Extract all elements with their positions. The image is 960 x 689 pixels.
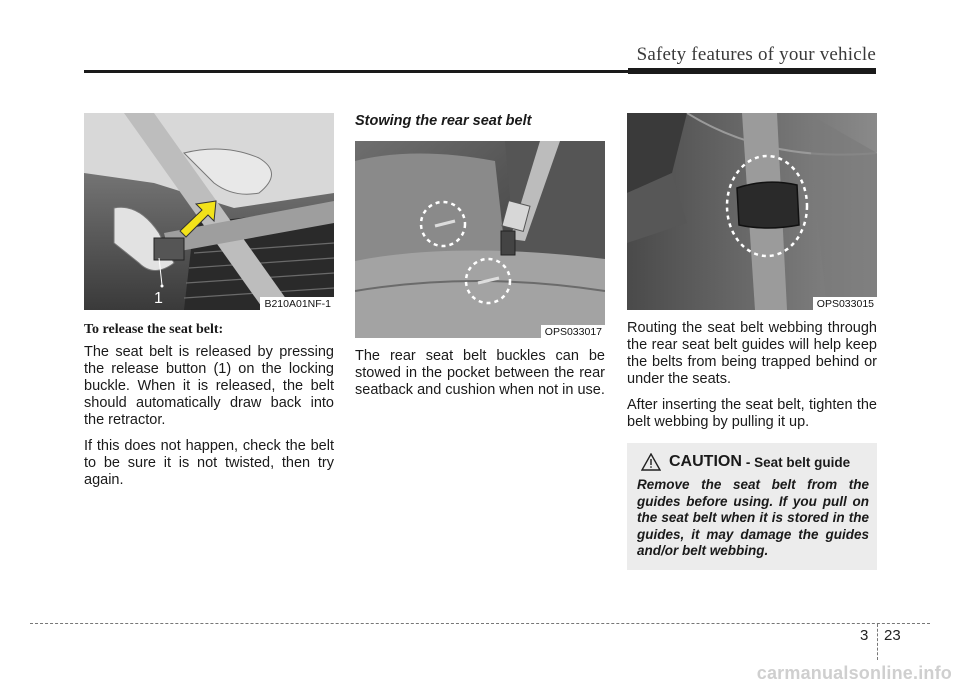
image-code: OPS033015 <box>813 297 877 310</box>
column-belt-guides <box>627 113 877 570</box>
caution-text: Remove the seat belt from the guides before using. If you pull on the seat belt when it is stored in the guides, it may damage the guides and/or belt webbing. <box>637 477 869 558</box>
illustration-buckle-release <box>84 113 334 310</box>
watermark: carmanualsonline.info <box>756 663 952 683</box>
header-rule-accent <box>628 68 876 74</box>
photo-stowing-belt <box>355 141 605 338</box>
page-number: 23 <box>884 627 901 644</box>
footer-divider <box>877 624 878 660</box>
section-heading: To release the seat belt: <box>84 322 224 337</box>
caution-header <box>637 453 869 471</box>
callout-number-1: 1 <box>154 290 163 307</box>
warning-triangle-icon <box>641 453 661 471</box>
paragraph: The seat belt is released by pressing the release button (1) on the locking buckle. When it is released, the belt should automatically draw back into the retractor. <box>84 344 334 428</box>
paragraph: The rear seat belt buckles can be stowed in the pocket between the rear seatback and cushion when not in use. <box>355 348 605 398</box>
paragraph: Routing the seat belt webbing through the rear seat belt guides will help keep the belts from being trapped behind or under the seats. <box>627 320 877 387</box>
footer-rule <box>30 623 930 624</box>
photo-release-belt <box>84 113 334 310</box>
caution-subtitle: - Seat belt guide <box>745 454 851 470</box>
column-stowing-belt <box>355 113 605 408</box>
illustration-belt-guide <box>627 113 877 310</box>
paragraph: If this does not happen, check the belt to be sure it is not twisted, then try again. <box>84 438 334 488</box>
image-code: B210A01NF-1 <box>260 297 334 310</box>
photo-belt-guide <box>627 113 877 310</box>
page-header-title: Safety features of your vehicle <box>636 44 876 65</box>
caution-box <box>627 443 877 570</box>
column-release-belt <box>84 113 334 498</box>
caution-title: CAUTION <box>669 453 742 470</box>
section-subheading: Stowing the rear seat belt <box>355 113 532 129</box>
image-code: OPS033017 <box>541 325 605 338</box>
illustration-rear-seat-pockets <box>355 141 605 338</box>
paragraph: After inserting the seat belt, tighten the belt webbing by pulling it up. <box>627 397 877 430</box>
chapter-number: 3 <box>860 627 869 644</box>
